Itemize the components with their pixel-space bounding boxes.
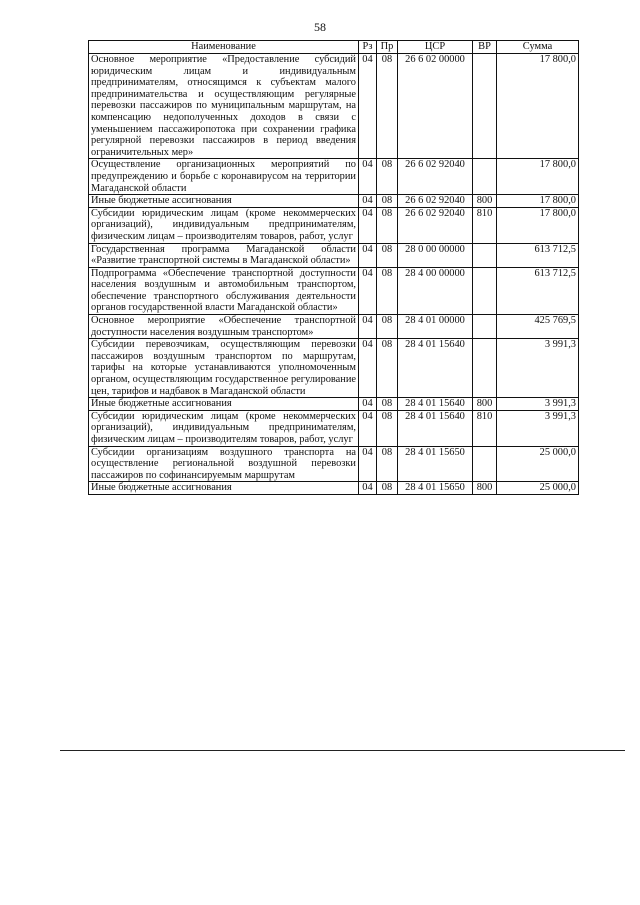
budget-table bbox=[88, 40, 579, 495]
row-vr bbox=[473, 54, 497, 159]
row-pr: 08 bbox=[377, 482, 398, 495]
row-name: Субсидии юридическим лицам (кроме некоммерческих организаций), индивидуальным предпринимателям, физическим лицам – производителям товаров, работ, услуг bbox=[89, 207, 359, 243]
row-csr: 28 4 01 15640 bbox=[398, 339, 473, 398]
row-csr: 26 6 02 92040 bbox=[398, 207, 473, 243]
row-name: Основное мероприятие «Обеспечение транспортной доступности населения воздушным транспортом» bbox=[89, 315, 359, 339]
row-name: Государственная программа Магаданской области «Развитие транспортной системы в Магаданской области» bbox=[89, 243, 359, 267]
row-name: Субсидии юридическим лицам (кроме некоммерческих организаций), индивидуальным предпринимателям, физическим лицам – производителям товаров, работ, услуг bbox=[89, 410, 359, 446]
table-row bbox=[89, 315, 579, 339]
row-sum: 613 712,5 bbox=[497, 267, 579, 314]
row-vr bbox=[473, 243, 497, 267]
row-csr: 26 6 02 00000 bbox=[398, 54, 473, 159]
row-rz: 04 bbox=[359, 54, 377, 159]
row-vr: 810 bbox=[473, 207, 497, 243]
row-rz: 04 bbox=[359, 482, 377, 495]
table-row bbox=[89, 482, 579, 495]
row-name: Субсидии перевозчикам, осуществляющим перевозки пассажиров воздушным транспортом по маршрутам, тарифы на которые устанавливаются уполномоченным органом, осуществляющим государственное регулирование цен, тарифов и надбавок в Магаданской области bbox=[89, 339, 359, 398]
row-name: Иные бюджетные ассигнования bbox=[89, 398, 359, 411]
table-row bbox=[89, 339, 579, 398]
row-csr: 26 6 02 92040 bbox=[398, 159, 473, 195]
row-vr bbox=[473, 267, 497, 314]
row-rz: 04 bbox=[359, 315, 377, 339]
table-row bbox=[89, 267, 579, 314]
row-sum: 3 991,3 bbox=[497, 339, 579, 398]
row-csr: 28 4 01 15640 bbox=[398, 410, 473, 446]
row-name: Иные бюджетные ассигнования bbox=[89, 482, 359, 495]
row-pr: 08 bbox=[377, 446, 398, 482]
header-vr: ВР bbox=[473, 41, 497, 54]
row-vr bbox=[473, 339, 497, 398]
row-rz: 04 bbox=[359, 339, 377, 398]
row-sum: 613 712,5 bbox=[497, 243, 579, 267]
row-rz: 04 bbox=[359, 446, 377, 482]
header-pr: Пр bbox=[377, 41, 398, 54]
row-sum: 17 800,0 bbox=[497, 207, 579, 243]
row-pr: 08 bbox=[377, 398, 398, 411]
row-rz: 04 bbox=[359, 410, 377, 446]
row-csr: 28 4 01 00000 bbox=[398, 315, 473, 339]
row-name: Основное мероприятие «Предоставление субсидий юридическим лицам и индивидуальным предпринимателям, относящимся к субъектам малого предпринимательства и осуществляющим регулярные перевозки пассажиров по муниципальным маршрутам, на компенсацию недополученных доходов в связи с уменьшением пассажиропотока при сохранении графика регулярной перевозки пассажиров в период введения ограничительных мер» bbox=[89, 54, 359, 159]
table-row bbox=[89, 54, 579, 159]
row-pr: 08 bbox=[377, 159, 398, 195]
row-pr: 08 bbox=[377, 54, 398, 159]
row-rz: 04 bbox=[359, 159, 377, 195]
row-vr: 800 bbox=[473, 398, 497, 411]
row-pr: 08 bbox=[377, 207, 398, 243]
row-name: Субсидии организациям воздушного транспорта на осуществление региональной воздушной перевозки пассажиров по софинансируемым маршрутам bbox=[89, 446, 359, 482]
header-csr: ЦСР bbox=[398, 41, 473, 54]
page-number: 58 bbox=[314, 20, 326, 34]
row-sum: 17 800,0 bbox=[497, 159, 579, 195]
header-rz: Рз bbox=[359, 41, 377, 54]
row-vr: 800 bbox=[473, 195, 497, 208]
row-vr: 810 bbox=[473, 410, 497, 446]
footer-divider bbox=[60, 750, 625, 751]
row-pr: 08 bbox=[377, 410, 398, 446]
row-csr: 28 0 00 00000 bbox=[398, 243, 473, 267]
table-row bbox=[89, 159, 579, 195]
row-sum: 3 991,3 bbox=[497, 410, 579, 446]
row-csr: 28 4 01 15650 bbox=[398, 446, 473, 482]
row-pr: 08 bbox=[377, 267, 398, 314]
row-csr: 26 6 02 92040 bbox=[398, 195, 473, 208]
row-name: Иные бюджетные ассигнования bbox=[89, 195, 359, 208]
row-rz: 04 bbox=[359, 398, 377, 411]
header-name: Наименование bbox=[89, 41, 359, 54]
row-rz: 04 bbox=[359, 267, 377, 314]
header-sum: Сумма bbox=[497, 41, 579, 54]
row-csr: 28 4 01 15640 bbox=[398, 398, 473, 411]
row-vr bbox=[473, 446, 497, 482]
row-vr bbox=[473, 159, 497, 195]
table-row bbox=[89, 446, 579, 482]
row-pr: 08 bbox=[377, 339, 398, 398]
row-sum: 425 769,5 bbox=[497, 315, 579, 339]
row-vr bbox=[473, 315, 497, 339]
row-csr: 28 4 01 15650 bbox=[398, 482, 473, 495]
row-vr: 800 bbox=[473, 482, 497, 495]
table-row bbox=[89, 195, 579, 208]
row-rz: 04 bbox=[359, 207, 377, 243]
table-row bbox=[89, 398, 579, 411]
row-sum: 3 991,3 bbox=[497, 398, 579, 411]
row-sum: 25 000,0 bbox=[497, 482, 579, 495]
row-sum: 17 800,0 bbox=[497, 54, 579, 159]
row-rz: 04 bbox=[359, 195, 377, 208]
row-pr: 08 bbox=[377, 315, 398, 339]
row-sum: 25 000,0 bbox=[497, 446, 579, 482]
row-rz: 04 bbox=[359, 243, 377, 267]
table-row bbox=[89, 243, 579, 267]
table-header-row bbox=[89, 41, 579, 54]
row-name: Осуществление организационных мероприятий по предупреждению и борьбе с коронавирусом на территории Магаданской области bbox=[89, 159, 359, 195]
row-pr: 08 bbox=[377, 243, 398, 267]
row-csr: 28 4 00 00000 bbox=[398, 267, 473, 314]
table-row bbox=[89, 207, 579, 243]
row-sum: 17 800,0 bbox=[497, 195, 579, 208]
row-name: Подпрограмма «Обеспечение транспортной доступности населения воздушным и автомобильным транспортом, обеспечение транспортного обслуживания деятельности органов государственной власти Магаданской области» bbox=[89, 267, 359, 314]
table-row bbox=[89, 410, 579, 446]
row-pr: 08 bbox=[377, 195, 398, 208]
